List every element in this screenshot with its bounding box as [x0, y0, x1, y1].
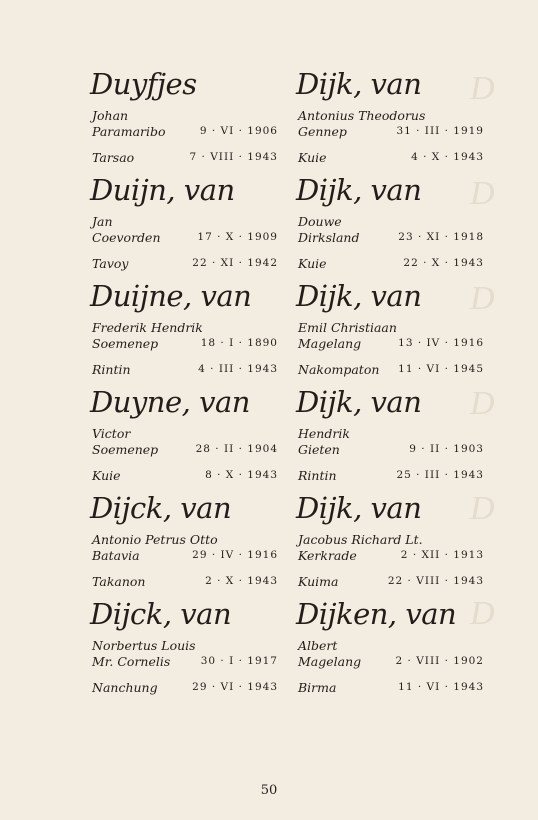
birth-date: 28 · II · 1904 — [195, 443, 278, 455]
death-row — [92, 256, 278, 271]
death-date: 11 · VI · 1943 — [398, 681, 484, 693]
birth-date: 17 · X · 1909 — [197, 231, 278, 243]
surname: Dijk, van — [296, 173, 422, 207]
given-names: Emil Christiaan — [298, 320, 397, 335]
entry — [296, 66, 496, 172]
given-names: Frederik Hendrik — [92, 320, 203, 335]
surname: Dijck, van — [90, 597, 232, 631]
death-date: 11 · VI · 1945 — [398, 363, 484, 375]
given-names: Albert — [298, 638, 338, 653]
entry — [296, 384, 496, 490]
given-names: Antonio Petrus Otto — [92, 532, 218, 547]
surname: Dijk, van — [296, 491, 422, 525]
birth-date: 29 · IV · 1916 — [192, 549, 278, 561]
death-place: Tavoy — [92, 256, 129, 271]
death-row — [92, 362, 278, 377]
surname: Duyne, van — [90, 385, 250, 419]
death-place: Kuie — [298, 150, 327, 165]
entry — [296, 172, 496, 278]
death-place: Kuima — [298, 574, 339, 589]
given-names: Victor — [92, 426, 131, 441]
birth-row — [92, 548, 278, 563]
death-row — [92, 150, 278, 165]
entry — [90, 172, 290, 278]
death-place: Nakompaton — [298, 362, 380, 377]
birth-place: Dirksland — [298, 230, 360, 245]
death-date: 22 · X · 1943 — [403, 257, 484, 269]
birth-place: Mr. Cornelis — [92, 654, 171, 669]
entry — [296, 596, 496, 702]
birth-place: Batavia — [92, 548, 140, 563]
death-place: Takanon — [92, 574, 146, 589]
birth-place: Gennep — [298, 124, 347, 139]
death-place: Rintin — [92, 362, 131, 377]
right-column — [296, 66, 496, 702]
birth-row — [92, 230, 278, 245]
birth-place: Coevorden — [92, 230, 161, 245]
ghost-text: D — [470, 175, 495, 212]
death-place: Kuie — [92, 468, 121, 483]
death-date: 22 · VIII · 1943 — [387, 575, 484, 587]
birth-date: 2 · XII · 1913 — [400, 549, 484, 561]
ghost-text: D — [470, 385, 495, 422]
birth-row — [298, 442, 484, 457]
death-date: 22 · XI · 1942 — [192, 257, 278, 269]
ghost-text: D — [470, 70, 495, 107]
given-names: Antonius Theodorus — [298, 108, 426, 123]
death-place: Nanchung — [92, 680, 158, 695]
birth-row — [298, 230, 484, 245]
death-row — [92, 468, 278, 483]
death-place: Kuie — [298, 256, 327, 271]
given-names: Johan — [92, 108, 129, 123]
ghost-text: D — [470, 280, 495, 317]
given-names: Jan — [92, 214, 113, 229]
entry — [90, 490, 290, 596]
surname: Dijken, van — [296, 597, 457, 631]
given-names: Hendrik — [298, 426, 350, 441]
birth-place: Soemenep — [92, 442, 159, 457]
surname: Duijne, van — [90, 279, 252, 313]
death-date: 2 · X · 1943 — [205, 575, 278, 587]
birth-place: Magelang — [298, 336, 362, 351]
birth-date: 9 · II · 1903 — [409, 443, 484, 455]
birth-date: 13 · IV · 1916 — [398, 337, 484, 349]
birth-row — [92, 442, 278, 457]
birth-date: 31 · III · 1919 — [396, 125, 484, 137]
surname: Duyfjes — [90, 67, 197, 101]
given-names: Jacobus Richard Lt. — [298, 532, 423, 547]
birth-row — [298, 336, 484, 351]
death-row — [298, 468, 484, 483]
birth-row — [92, 336, 278, 351]
left-column — [90, 66, 290, 702]
birth-place: Kerkrade — [298, 548, 357, 563]
birth-row — [298, 654, 484, 669]
death-row — [298, 574, 484, 589]
entry — [90, 278, 290, 384]
death-date: 29 · VI · 1943 — [192, 681, 278, 693]
ghost-text: D — [470, 595, 495, 632]
surname: Dijk, van — [296, 385, 422, 419]
given-names: Douwe — [298, 214, 342, 229]
birth-place: Paramaribo — [92, 124, 166, 139]
death-row — [298, 362, 484, 377]
surname: Dijk, van — [296, 279, 422, 313]
birth-place: Gieten — [298, 442, 340, 457]
birth-row — [298, 548, 484, 563]
ghost-text: D — [470, 490, 495, 527]
death-date: 4 · X · 1943 — [411, 151, 484, 163]
entry — [296, 490, 496, 596]
birth-row — [92, 654, 278, 669]
entry — [90, 384, 290, 490]
death-row — [298, 256, 484, 271]
birth-row — [92, 124, 278, 139]
birth-place: Magelang — [298, 654, 362, 669]
death-row — [298, 680, 484, 695]
death-date: 7 · VIII · 1943 — [189, 151, 278, 163]
entry — [90, 66, 290, 172]
surname: Dijk, van — [296, 67, 422, 101]
death-place: Rintin — [298, 468, 337, 483]
death-row — [92, 574, 278, 589]
death-row — [298, 150, 484, 165]
birth-place: Soemenep — [92, 336, 159, 351]
given-names: Norbertus Louis — [92, 638, 196, 653]
surname: Dijck, van — [90, 491, 232, 525]
death-row — [92, 680, 278, 695]
death-date: 25 · III · 1943 — [396, 469, 484, 481]
page-number: 50 — [260, 783, 278, 798]
birth-date: 23 · XI · 1918 — [398, 231, 484, 243]
surname: Duijn, van — [90, 173, 235, 207]
birth-date: 30 · I · 1917 — [200, 655, 278, 667]
birth-row — [298, 124, 484, 139]
entry — [296, 278, 496, 384]
death-place: Tarsao — [92, 150, 135, 165]
death-date: 4 · III · 1943 — [198, 363, 278, 375]
death-date: 8 · X · 1943 — [205, 469, 278, 481]
death-place: Birma — [298, 680, 337, 695]
entry — [90, 596, 290, 702]
birth-date: 9 · VI · 1906 — [199, 125, 278, 137]
birth-date: 18 · I · 1890 — [200, 337, 278, 349]
birth-date: 2 · VIII · 1902 — [395, 655, 484, 667]
